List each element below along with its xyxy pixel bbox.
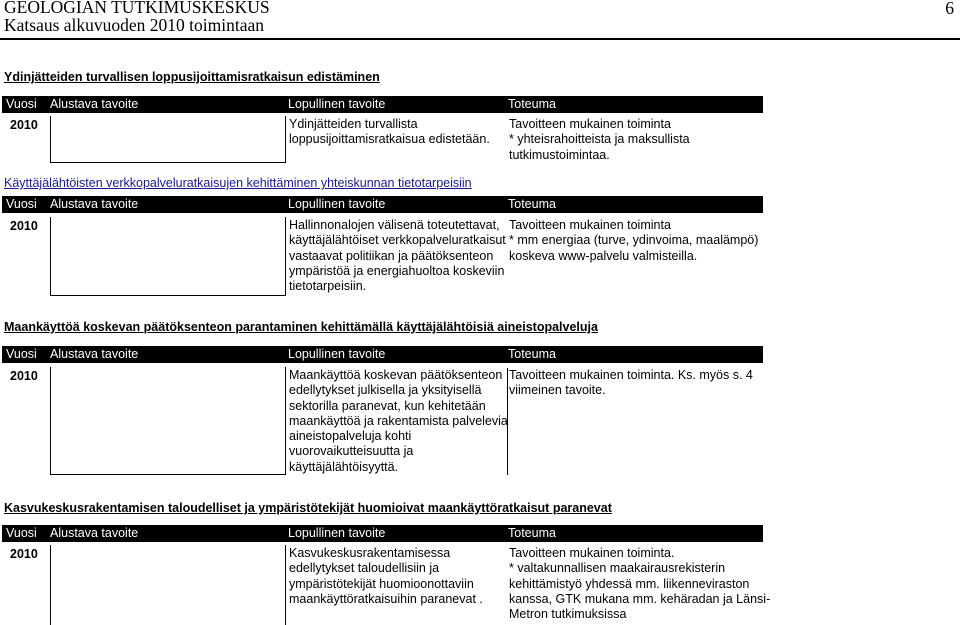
final-goal-cell: [289, 546, 507, 607]
column-header-final-goal: Lopullinen tavoite: [288, 97, 386, 111]
text-line: tutkimustoimintaa.: [509, 147, 610, 162]
column-header-year: Vuosi: [6, 197, 37, 211]
text-line: tietotarpeisiin.: [289, 279, 367, 294]
text-line: * valtakunnallisen maakairausrekisterin: [509, 561, 726, 576]
text-line: Tavoitteen mukainen toiminta. Ks. myös s. 4: [509, 368, 753, 382]
text-line: maankäyttöä ja rakentamista palvelevia: [289, 413, 508, 428]
final-goal-cell: [289, 368, 508, 475]
text-line: viimeinen tavoite.: [509, 383, 606, 398]
column-header-initial-goal: Alustava tavoite: [50, 97, 139, 111]
text-line: edellytykset taloudellisiin ja: [289, 561, 440, 576]
text-line: käyttäjälähtöisyyttä.: [289, 459, 399, 474]
text-line: vastaavat politiikan ja päätöksenteon: [289, 248, 494, 263]
column-header-final-goal: Lopullinen tavoite: [288, 526, 386, 540]
text-line: Tavoitteen mukainen toiminta: [509, 117, 671, 131]
section-title-growth-centers: Kasvukeskusrakentamisen taloudelliset ja ympäristötekijät huomioivat maankäyttöratkaisut paranevat: [4, 501, 612, 515]
year-cell: 2010: [10, 219, 38, 233]
final-goal-cell: [289, 218, 507, 294]
text-line: koskeva www-palvelu valmisteilla.: [509, 248, 698, 263]
table-header: [2, 196, 763, 213]
column-header-result: Toteuma: [508, 526, 556, 540]
column-header-year: Vuosi: [6, 347, 37, 361]
initial-goal-cell: [50, 116, 286, 163]
table-row: [2, 545, 771, 625]
column-header-result: Toteuma: [508, 347, 556, 361]
year-cell: 2010: [10, 369, 38, 383]
text-line: Hallinnonalojen välisenä toteutettavat,: [289, 218, 500, 232]
text-line: ympäristötekijät huomioonottaviin: [289, 576, 474, 591]
column-header-initial-goal: Alustava tavoite: [50, 526, 139, 540]
section-title-land-use-data: Maankäyttöä koskevan päätöksenteon parantaminen kehittämällä käyttäjälähtöisiä aineistopalveluja: [4, 320, 598, 334]
text-line: kanssa, GTK mukana mm. kehäradan ja Länsi-: [509, 591, 771, 606]
text-line: käyttäjälähtöiset verkkopalveluratkaisut: [289, 233, 506, 248]
text-line: vuorovaikutteisuutta ja: [289, 444, 414, 459]
text-line: Tavoitteen mukainen toiminta.: [509, 546, 675, 560]
text-line: kehittämistyö yhdessä mm. liikenneviraston: [509, 576, 750, 591]
text-line: Ydinjätteiden turvallista: [289, 117, 418, 131]
column-header-year: Vuosi: [6, 526, 37, 540]
text-line: edellytykset julkisella ja yksityisellä: [289, 383, 482, 398]
table-row: [2, 116, 763, 163]
year-cell: 2010: [10, 547, 38, 561]
final-goal-cell: [289, 117, 507, 148]
section-title-nuclear-waste: Ydinjätteiden turvallisen loppusijoittamisratkaisun edistäminen: [4, 70, 380, 84]
text-line: sektorilla paranevat, kun kehitetään: [289, 398, 486, 413]
table-row: [2, 217, 763, 296]
text-line: ympäristöä ja energiahuoltoa koskeviin: [289, 263, 505, 278]
text-line: * yhteisrahoitteista ja maksullista: [509, 132, 690, 147]
text-line: Tavoitteen mukainen toiminta: [509, 218, 671, 232]
result-cell: [509, 368, 769, 399]
result-cell: [509, 117, 769, 163]
text-line: Kasvukeskusrakentamisessa: [289, 546, 451, 560]
text-line: * mm energiaa (turve, ydinvoima, maalämpö): [509, 233, 759, 248]
section-title-web-services: Käyttäjälähtöisten verkkopalveluratkaisujen kehittäminen yhteiskunnan tietotarpeisiin: [4, 176, 472, 190]
text-line: loppusijoittamisratkaisua edistetään.: [289, 132, 490, 147]
column-header-initial-goal: Alustava tavoite: [50, 347, 139, 361]
year-cell: 2010: [10, 118, 38, 132]
table-row: [2, 367, 763, 475]
report-subtitle: Katsaus alkuvuoden 2010 toimintaan: [4, 15, 265, 35]
text-line: Metron tutkimuksissa: [509, 607, 627, 622]
organization-name: GEOLOGIAN TUTKIMUSKESKUS: [4, 0, 270, 17]
page-number: 6: [945, 0, 954, 18]
table-header: [2, 525, 763, 542]
header-divider: [0, 38, 960, 40]
initial-goal-cell: [50, 367, 286, 475]
column-header-initial-goal: Alustava tavoite: [50, 197, 139, 211]
column-header-final-goal: Lopullinen tavoite: [288, 197, 386, 211]
result-cell: [509, 218, 769, 264]
table-header: [2, 346, 763, 363]
table-header: [2, 96, 763, 113]
column-header-year: Vuosi: [6, 97, 37, 111]
initial-goal-cell: [50, 217, 286, 296]
initial-goal-cell: [50, 545, 286, 625]
text-line: aineistopalveluja kohti: [289, 429, 412, 444]
text-line: maankäyttöratkaisuihin paranevat .: [289, 591, 483, 606]
result-cell: [509, 546, 771, 622]
column-header-result: Toteuma: [508, 97, 556, 111]
column-header-final-goal: Lopullinen tavoite: [288, 347, 386, 361]
text-line: Maankäyttöä koskevan päätöksenteon: [289, 368, 503, 382]
column-header-result: Toteuma: [508, 197, 556, 211]
